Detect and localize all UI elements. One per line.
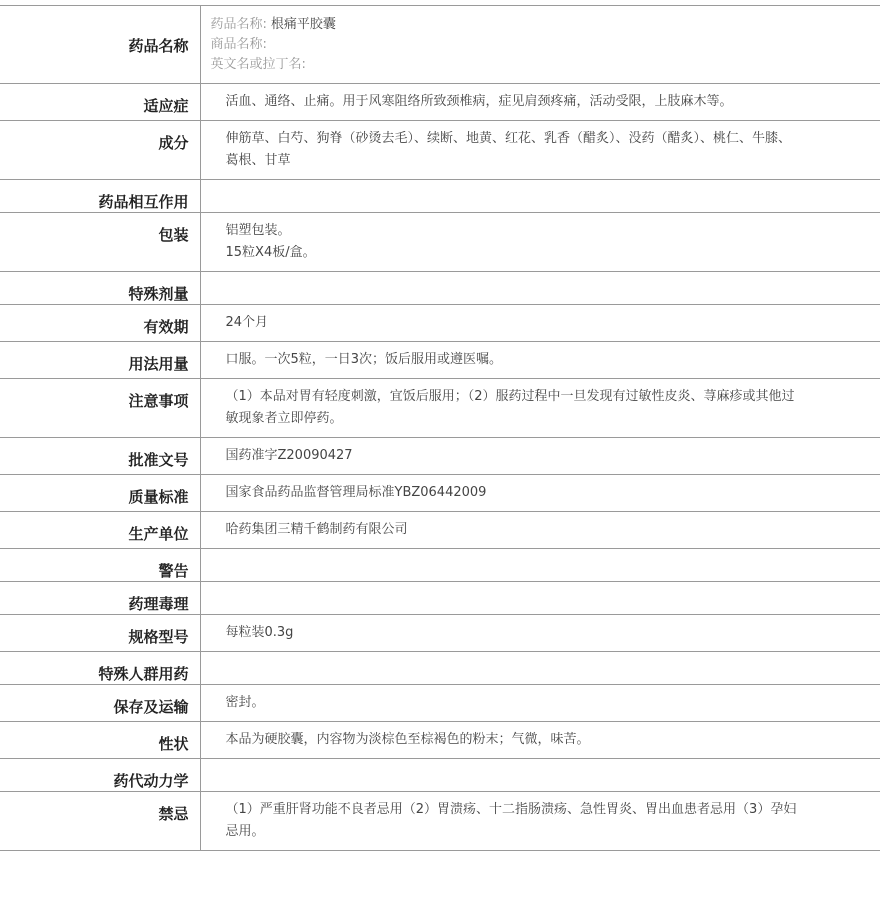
english-name-key: 英文名或拉丁名:: [210, 57, 306, 72]
row-label: 注意事项: [0, 379, 200, 438]
row-label: 药代动力学: [0, 759, 200, 792]
table-row: [0, 342, 880, 379]
table-row: [0, 180, 880, 213]
table-row: [0, 438, 880, 475]
table-row: [0, 121, 880, 180]
row-value: （1）本品对胃有轻度刺激，宜饭后服用；（2）服药过程中一旦发现有过敏性皮炎、荨麻疹或其他过敏现象者立即停药。: [200, 379, 880, 438]
row-label: 特殊剂量: [0, 272, 200, 305]
table-row: [0, 792, 880, 851]
row-value: [200, 652, 880, 685]
generic-name-key: 药品名称:: [210, 17, 267, 32]
table-row: [0, 512, 880, 549]
table-row: [0, 213, 880, 272]
row-label: 药理毒理: [0, 582, 200, 615]
row-label: 包装: [0, 213, 200, 272]
table-row: [0, 379, 880, 438]
row-value: 口服。一次5粒，一日3次；饭后服用或遵医嘱。: [200, 342, 880, 379]
row-value: [200, 549, 880, 582]
row-value: 哈药集团三精千鹤制药有限公司: [200, 512, 880, 549]
row-label: 适应症: [0, 84, 200, 121]
table-row: [0, 305, 880, 342]
row-label: 禁忌: [0, 792, 200, 851]
table-row: [0, 272, 880, 305]
row-value: [200, 180, 880, 213]
table-row: [0, 759, 880, 792]
row-value: 活血、通络、止痛。用于风寒阻络所致颈椎病，症见肩颈疼痛，活动受限，上肢麻木等。: [200, 84, 880, 121]
table-row: [0, 6, 880, 84]
table-row: [0, 652, 880, 685]
row-label: 药品名称: [0, 6, 200, 84]
table-row: [0, 685, 880, 722]
drug-info-table: [0, 5, 880, 851]
row-value: 24个月: [200, 305, 880, 342]
table-row: [0, 615, 880, 652]
row-value: 国家食品药品监督管理局标准YBZ06442009: [200, 475, 880, 512]
table-row: [0, 582, 880, 615]
row-label: 性状: [0, 722, 200, 759]
row-value: 本品为硬胶囊，内容物为淡棕色至棕褐色的粉末；气微，味苦。: [200, 722, 880, 759]
row-value: [200, 582, 880, 615]
row-label: 用法用量: [0, 342, 200, 379]
row-value: 国药准字Z20090427: [200, 438, 880, 475]
packaging-line: 铝塑包装。: [225, 223, 291, 238]
drug-name-cell: [200, 6, 880, 84]
table-row: [0, 84, 880, 121]
row-label: 质量标准: [0, 475, 200, 512]
row-value: [200, 272, 880, 305]
row-label: 批准文号: [0, 438, 200, 475]
row-label: 成分: [0, 121, 200, 180]
table-row: [0, 475, 880, 512]
table-row: [0, 549, 880, 582]
generic-name-value: 根痛平胶囊: [270, 17, 336, 32]
table-row: [0, 722, 880, 759]
row-label: 警告: [0, 549, 200, 582]
packaging-line: 15粒X4板/盒。: [225, 245, 316, 260]
row-label: 药品相互作用: [0, 180, 200, 213]
row-value: （1）严重肝肾功能不良者忌用（2）胃溃疡、十二指肠溃疡、急性胃炎、胃出血患者忌用（3）孕妇忌用。: [200, 792, 880, 851]
row-value: [200, 759, 880, 792]
row-value: [200, 213, 880, 272]
row-label: 有效期: [0, 305, 200, 342]
row-value: 伸筋草、白芍、狗脊（砂烫去毛）、续断、地黄、红花、乳香（醋炙）、没药（醋炙）、桃仁、牛膝、葛根、甘草: [200, 121, 880, 180]
row-value: 密封。: [200, 685, 880, 722]
row-value: 每粒装0.3g: [200, 615, 880, 652]
row-label: 规格型号: [0, 615, 200, 652]
row-label: 特殊人群用药: [0, 652, 200, 685]
row-label: 保存及运输: [0, 685, 200, 722]
row-label: 生产单位: [0, 512, 200, 549]
trade-name-key: 商品名称:: [210, 37, 267, 52]
